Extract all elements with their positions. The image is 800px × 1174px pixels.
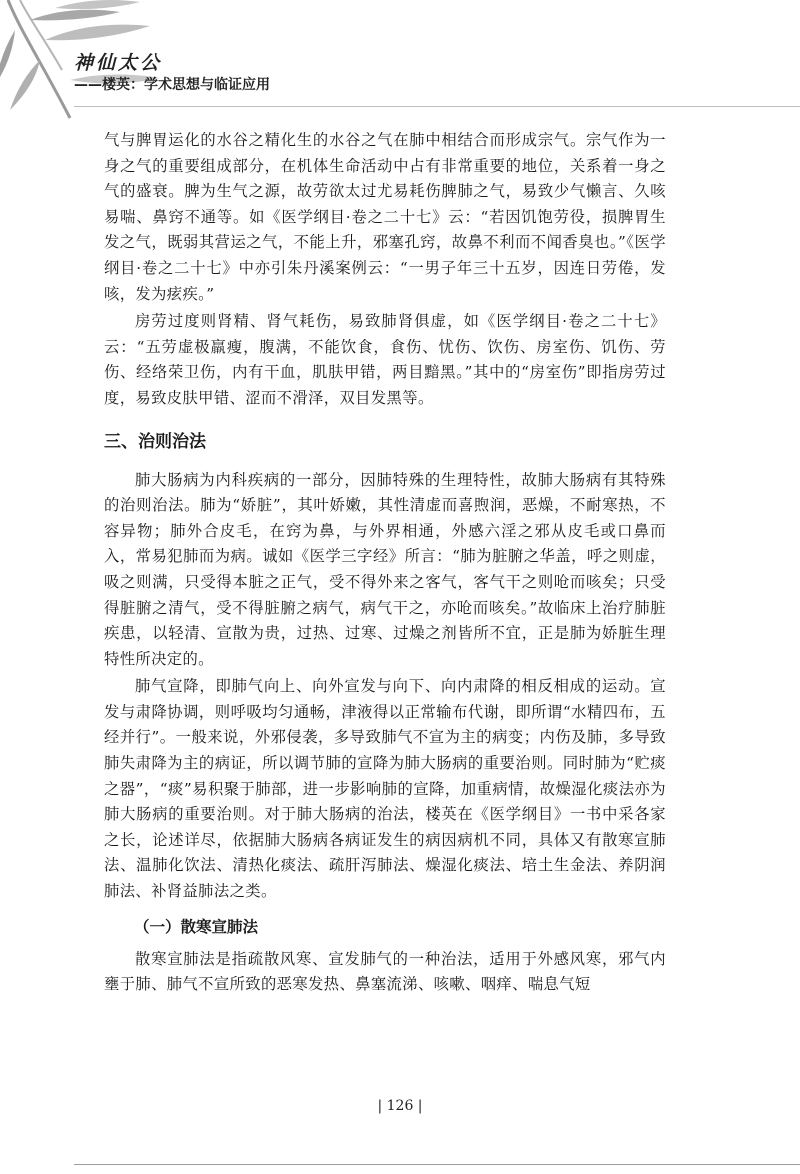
footer-rule [74,1164,800,1165]
page-number: | 126 | [377,1098,423,1114]
section-heading: 三、治则治法 [104,431,206,452]
paragraph-4: 肺气宣降，即肺气向上、向外宣发与向下、向内肃降的相反相成的运动。宣发与肃降协调，则呼吸均匀通畅，津液得以正常输布代谢，即所谓“水精四布，五经并行”。一般来说，外邪侵袭，多导致肺气不宣为主的病变；内伤及肺，多导致肺失肃降为主的病证，所以调节肺的宣降为肺大肠病的重要治则。同时肺为“贮痰之器”，“痰”易积聚于肺部，进一步影响肺的宣降，加重病情，故燥湿化痰法亦为肺大肠病的重要治则。对于肺大肠病的治法，楼英在《医学纲目》一书中采各家之长，论述详尽，依据肺大肠病各病证发生的病因病机不同，具体又有散寒宣肺法、温肺化饮法、清热化痰法、疏肝泻肺法、燥湿化痰法、培土生金法、养阴润肺法、补肾益肺法之类。 [104,677,666,901]
page-body [104,128,666,1000]
paragraph-3: 肺大肠病为内科疾病的一部分，因肺特殊的生理特性，故肺大肠病有其特殊的治则治法。肺为“娇脏”，其叶娇嫩，其性清虚而喜煦润，恶燥，不耐寒热，不容异物；肺外合皮毛，在窍为鼻，与外界相通，外感六淫之邪从皮毛或口鼻而入，常易犯肺而为病。诚如《医学三字经》所言：“肺为脏腑之华盖，呼之则虚，吸之则满，只受得本脏之正气，受不得外来之客气，客气干之则呛而咳矣；只受得脏腑之清气，受不得脏腑之病气，病气干之，亦呛而咳矣。”故临床上治疗肺脏疾患，以轻清、宣散为贵，过热、过寒、过燥之剂皆所不宜，正是肺为娇脏生理特性所决定的。 [104,470,666,668]
paragraph-1: 气与脾胃运化的水谷之精化生的水谷之气在肺中相结合而形成宗气。宗气作为一身之气的重要组成部分，在机体生命活动中占有非常重要的地位，关系着一身之气的盛衰。脾为生气之源，故劳欲太过尤易耗伤脾肺之气，易致少气懒言、久咳易喘、鼻窍不通等。如《医学纲目·卷之二十七》云：“若因饥饱劳役，损脾胃生发之气，既弱其营运之气，不能上升，邪塞孔窍，故鼻不利而不闻香臭也。”《医学纲目·卷之二十七》中亦引朱丹溪案例云：“一男子年三十五岁，因连日劳倦，发咳，发为痃疾。” [104,131,666,303]
paragraph-2: 房劳过度则肾精、肾气耗伤，易致肺肾俱虚，如《医学纲目·卷之二十七》云：“五劳虚极羸瘦，腹满，不能饮食，食伤、忧伤、饮伤、房室伤、饥伤、劳伤、经络荣卫伤，内有干血，肌肤甲错，两目黯黑。”其中的“房室伤”即指房劳过度，易致皮肤甲错、涩而不滑泽，双目发黑等。 [104,312,666,407]
header-rule [74,106,800,107]
running-header [74,52,270,94]
book-subtitle: ——楼英：学术思想与临证应用 [74,77,270,93]
book-brand: 神仙太公 [74,52,163,74]
subsection-heading: （一）散寒宣肺法 [134,917,259,936]
paragraph-5: 散寒宣肺法是指疏散风寒、宣发肺气的一种治法，适用于外感风寒，邪气内壅于肺、肺气不宣所致的恶寒发热、鼻塞流涕、咳嗽、咽痒、喘息气短 [104,949,666,994]
